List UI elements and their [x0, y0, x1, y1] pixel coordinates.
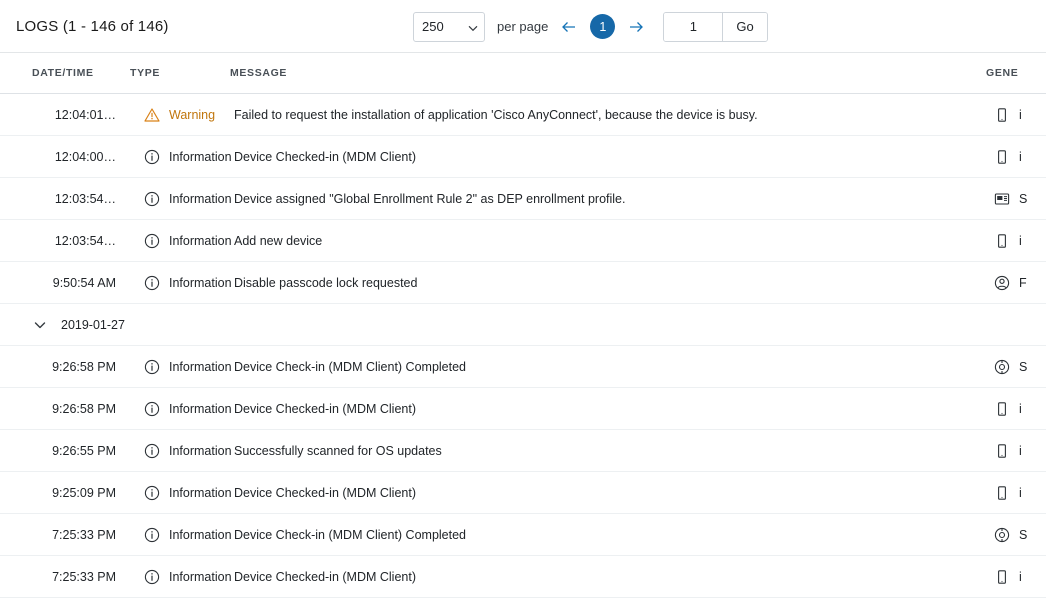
- cell-datetime: 9:26:58 PM: [52, 359, 116, 374]
- generated-by-label: i: [1019, 149, 1022, 164]
- table-row[interactable]: [0, 472, 1046, 514]
- table-row[interactable]: [0, 430, 1046, 472]
- cell-type: [116, 401, 234, 417]
- table-row[interactable]: [0, 136, 1046, 178]
- generated-by-label: S: [1019, 191, 1028, 206]
- cell-generated-by: [994, 233, 1046, 249]
- info-circle-icon: [144, 359, 160, 375]
- per-page-label: per page: [497, 19, 549, 34]
- cell-generated-by: [994, 485, 1046, 501]
- cell-type: [116, 275, 234, 291]
- cell-type: [116, 233, 234, 249]
- type-label: Information: [169, 275, 232, 290]
- generated-by-label: i: [1019, 401, 1022, 416]
- cell-datetime: 9:50:54 AM: [52, 275, 116, 290]
- warning-triangle-icon: [144, 107, 160, 123]
- table-row[interactable]: [0, 220, 1046, 262]
- table-row[interactable]: [0, 94, 1046, 136]
- type-label: Information: [169, 401, 232, 416]
- info-circle-icon: [144, 233, 160, 249]
- cell-generated-by: [994, 527, 1046, 543]
- logs-table: [0, 53, 1046, 598]
- cell-generated-by: [994, 569, 1046, 585]
- go-button[interactable]: Go: [722, 13, 766, 41]
- cell-generated-by: [994, 191, 1046, 207]
- user-circle-icon: [994, 275, 1010, 291]
- cell-message: Device Checked-in (MDM Client): [234, 485, 416, 500]
- type-label: Information: [169, 191, 232, 206]
- type-label: Information: [169, 233, 232, 248]
- target-circle-icon: [994, 527, 1010, 543]
- cell-message: Device Check-in (MDM Client) Completed: [234, 527, 467, 542]
- table-row[interactable]: [0, 262, 1046, 304]
- cell-message: Device Checked-in (MDM Client): [234, 149, 416, 164]
- server-icon: [994, 191, 1010, 207]
- cell-message: Disable passcode lock requested: [234, 275, 418, 290]
- column-header-message[interactable]: MESSAGE: [230, 67, 288, 79]
- generated-by-label: S: [1019, 527, 1028, 542]
- goto-page-input[interactable]: [664, 13, 722, 41]
- goto-page-group: [663, 12, 767, 42]
- per-page-select-value: 250: [422, 19, 444, 34]
- type-label: Information: [169, 527, 232, 542]
- cell-type: [116, 149, 234, 165]
- next-page-button[interactable]: [625, 16, 647, 38]
- cell-type: [116, 443, 234, 459]
- logs-toolbar: [0, 0, 1046, 53]
- date-group-row[interactable]: [0, 304, 1046, 346]
- info-circle-icon: [144, 443, 160, 459]
- cell-datetime: 12:04:01…: [54, 107, 116, 122]
- pagination-controls: [413, 0, 768, 53]
- page-title-label: LOGS: [16, 17, 59, 35]
- column-header-type[interactable]: TYPE: [130, 67, 161, 79]
- table-header-row: [0, 53, 1046, 94]
- device-tablet-icon: [994, 569, 1010, 585]
- cell-generated-by: [994, 275, 1046, 291]
- info-circle-icon: [144, 527, 160, 543]
- cell-generated-by: [994, 401, 1046, 417]
- cell-message: Device Check-in (MDM Client) Completed: [234, 359, 467, 374]
- info-circle-icon: [144, 275, 160, 291]
- cell-type: [116, 569, 234, 585]
- cell-message: Add new device: [234, 233, 323, 248]
- cell-type: [116, 107, 234, 123]
- cell-message: Device Checked-in (MDM Client): [234, 401, 416, 416]
- cell-generated-by: [994, 443, 1046, 459]
- cell-datetime: 9:26:55 PM: [52, 443, 116, 458]
- cell-datetime: 9:25:09 PM: [52, 485, 116, 500]
- info-circle-icon: [144, 485, 160, 501]
- type-label: Information: [169, 443, 232, 458]
- column-header-generated[interactable]: GENE: [986, 67, 1019, 79]
- table-row[interactable]: [0, 388, 1046, 430]
- cell-datetime: 12:03:54…: [54, 191, 116, 206]
- target-circle-icon: [994, 359, 1010, 375]
- device-tablet-icon: [994, 149, 1010, 165]
- device-tablet-icon: [994, 233, 1010, 249]
- prev-page-button[interactable]: [558, 16, 580, 38]
- table-row[interactable]: [0, 514, 1046, 556]
- table-row[interactable]: [0, 178, 1046, 220]
- info-circle-icon: [144, 149, 160, 165]
- type-label: Information: [169, 359, 232, 374]
- info-circle-icon: [144, 191, 160, 207]
- generated-by-label: i: [1019, 569, 1022, 584]
- type-label: Warning: [169, 107, 216, 122]
- info-circle-icon: [144, 401, 160, 417]
- generated-by-label: F: [1019, 275, 1027, 290]
- device-tablet-icon: [994, 401, 1010, 417]
- cell-message: Device Checked-in (MDM Client): [234, 569, 416, 584]
- cell-type: [116, 191, 234, 207]
- cell-type: [116, 359, 234, 375]
- generated-by-label: i: [1019, 233, 1022, 248]
- cell-message: Device assigned "Global Enrollment Rule 2" as DEP enrollment profile.: [234, 191, 626, 206]
- chevron-down-icon[interactable]: [32, 317, 48, 333]
- page-title: [16, 18, 169, 35]
- column-header-datetime[interactable]: DATE/TIME: [32, 67, 94, 79]
- page-title-count: (1 - 146 of 146): [62, 17, 169, 35]
- per-page-select[interactable]: [413, 12, 485, 42]
- cell-message: Successfully scanned for OS updates: [234, 443, 442, 458]
- cell-datetime: 12:04:00…: [54, 149, 116, 164]
- cell-message: Failed to request the installation of application 'Cisco AnyConnect', because the device is busy.: [234, 107, 758, 122]
- cell-generated-by: [994, 149, 1046, 165]
- table-row[interactable]: [0, 556, 1046, 598]
- cell-datetime: 12:03:54…: [54, 233, 116, 248]
- generated-by-label: i: [1019, 107, 1022, 122]
- device-tablet-icon: [994, 485, 1010, 501]
- type-label: Information: [169, 485, 232, 500]
- chevron-down-icon: [467, 22, 477, 32]
- cell-datetime: 7:25:33 PM: [52, 527, 116, 542]
- cell-datetime: 9:26:58 PM: [52, 401, 116, 416]
- page-number-current[interactable]: 1: [590, 14, 615, 39]
- device-tablet-icon: [994, 107, 1010, 123]
- device-tablet-icon: [994, 443, 1010, 459]
- cell-generated-by: [994, 107, 1046, 123]
- type-label: Information: [169, 569, 232, 584]
- cell-type: [116, 527, 234, 543]
- table-body: [0, 94, 1046, 598]
- generated-by-label: i: [1019, 443, 1022, 458]
- table-row[interactable]: [0, 346, 1046, 388]
- cell-type: [116, 485, 234, 501]
- cell-generated-by: [994, 359, 1046, 375]
- date-group-label: 2019-01-27: [61, 317, 125, 332]
- generated-by-label: i: [1019, 485, 1022, 500]
- type-label: Information: [169, 149, 232, 164]
- cell-datetime: 7:25:33 PM: [52, 569, 116, 584]
- info-circle-icon: [144, 569, 160, 585]
- generated-by-label: S: [1019, 359, 1028, 374]
